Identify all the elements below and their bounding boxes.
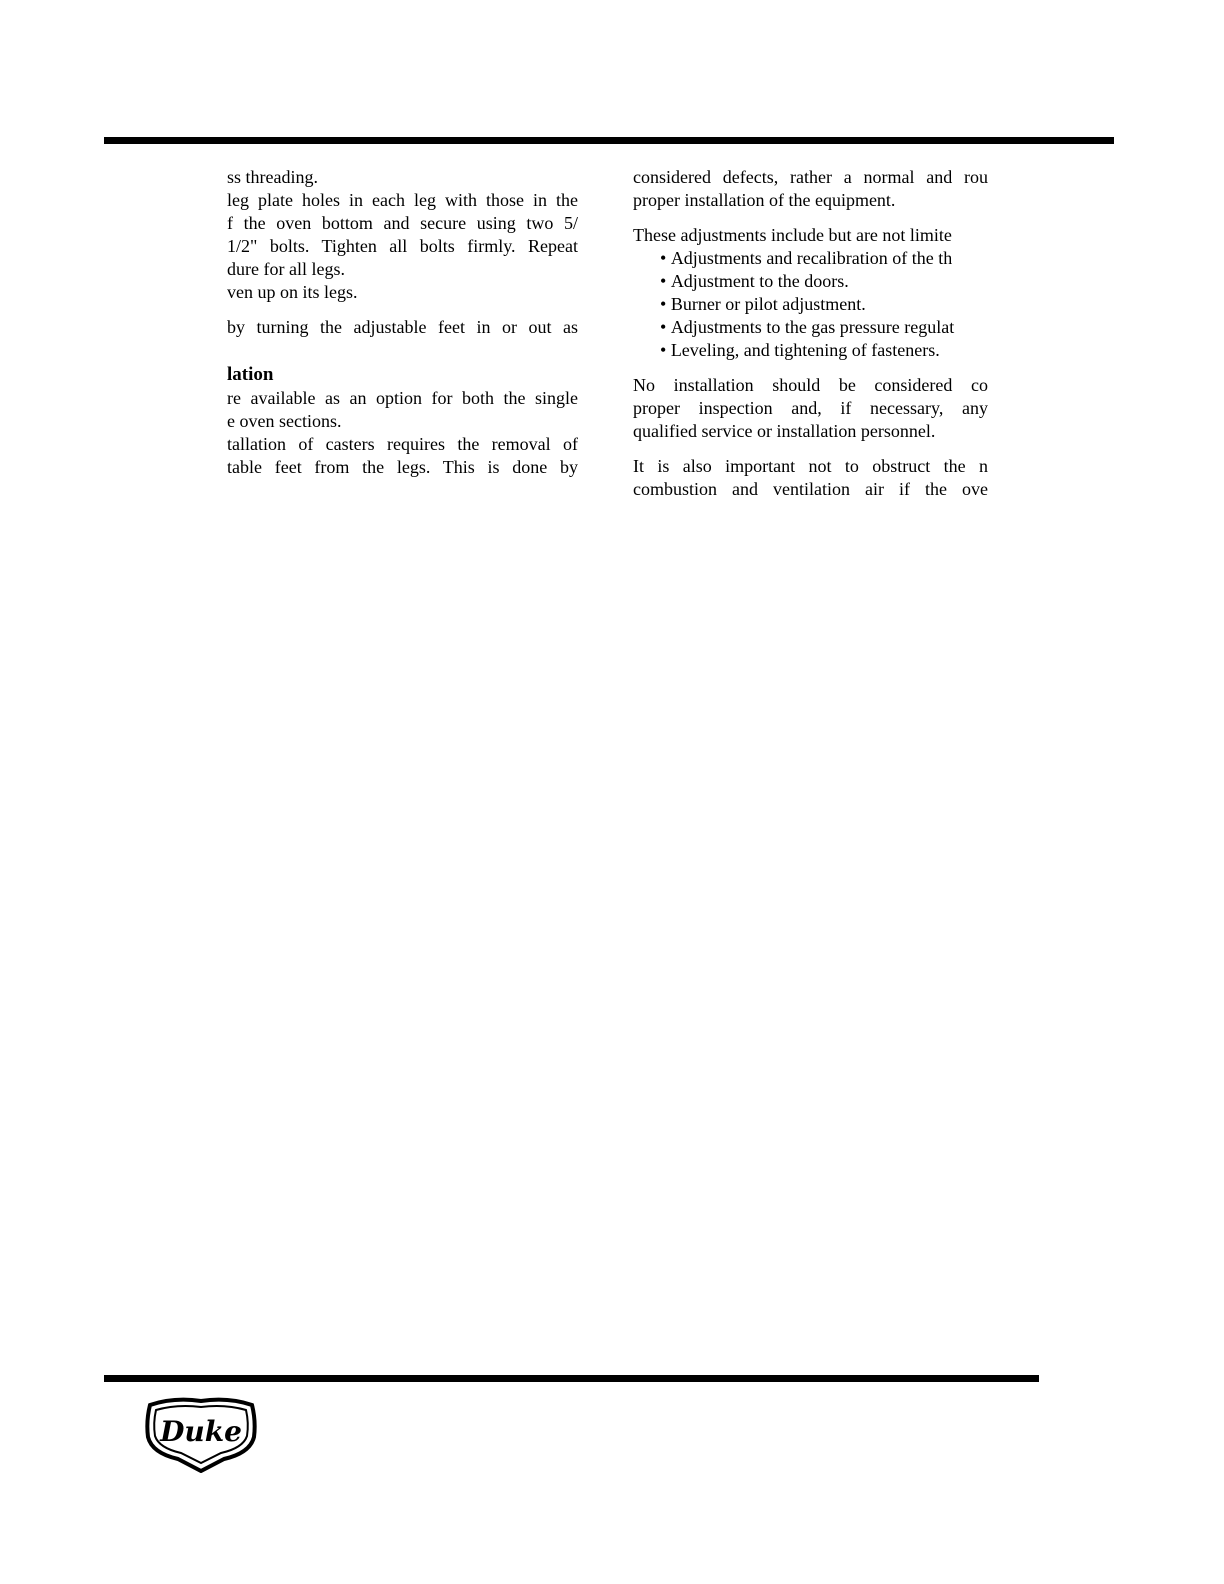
footer-rule bbox=[104, 1375, 1039, 1382]
text-line: considered defects, rather a normal and rou bbox=[633, 167, 988, 187]
text-line: re available as an option for both the single bbox=[227, 388, 578, 408]
list-item: • Adjustments to the gas pressure regulat bbox=[660, 316, 988, 339]
section-heading: lation bbox=[227, 364, 274, 385]
text-line: These adjustments include but are not limite bbox=[633, 225, 952, 245]
list-item: • Adjustment to the doors. bbox=[660, 270, 988, 293]
duke-shield-logo-icon bbox=[144, 1397, 258, 1473]
text-line: combustion and ventilation air if the ove bbox=[633, 479, 988, 499]
right-column bbox=[633, 166, 988, 501]
text-line: ss threading. bbox=[227, 167, 318, 187]
header-rule bbox=[104, 137, 1114, 144]
text-line: It is also important not to obstruct the n bbox=[633, 456, 988, 476]
text-line: No installation should be considered co bbox=[633, 375, 988, 395]
adjustments-list bbox=[633, 247, 988, 362]
list-item: • Burner or pilot adjustment. bbox=[660, 293, 988, 316]
list-item: • Adjustments and recalibration of the th bbox=[660, 247, 988, 270]
text-line: f the oven bottom and secure using two 5/ bbox=[227, 213, 578, 233]
text-line: table feet from the legs. This is done by bbox=[227, 457, 578, 477]
text-line: leg plate holes in each leg with those in the bbox=[227, 190, 578, 210]
text-line: e oven sections. bbox=[227, 411, 342, 431]
list-item: • Leveling, and tightening of fasteners. bbox=[660, 339, 988, 362]
text-line: by turning the adjustable feet in or out as bbox=[227, 317, 578, 337]
text-line: tallation of casters requires the removal of bbox=[227, 434, 578, 454]
text-line: proper installation of the equipment. bbox=[633, 190, 896, 210]
text-line: qualified service or installation personnel. bbox=[633, 421, 936, 441]
text-line: 1/2" bolts. Tighten all bolts firmly. Repeat bbox=[227, 236, 578, 256]
logo-text: Duke bbox=[160, 1415, 242, 1448]
text-line: proper inspection and, if necessary, any bbox=[633, 398, 988, 418]
text-line: ven up on its legs. bbox=[227, 282, 358, 302]
left-column bbox=[227, 166, 578, 479]
text-line: dure for all legs. bbox=[227, 259, 345, 279]
